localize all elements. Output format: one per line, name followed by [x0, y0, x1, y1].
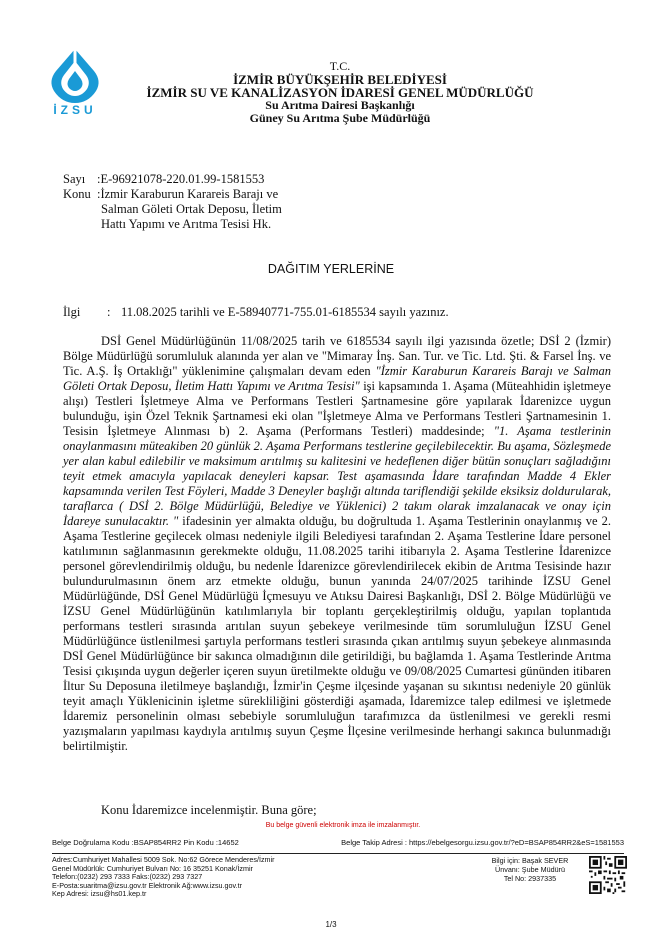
department-name: Su Arıtma Dairesi Başkanlığı: [265, 98, 415, 112]
branch-name: Güney Su Arıtma Şube Müdürlüğü: [249, 111, 431, 125]
qr-code-icon: [589, 856, 627, 894]
info-phone: Tel No: 2937335: [503, 874, 557, 883]
footer-email[interactable]: E-Posta:suaritma@izsu.gov.tr Elektronik Ağ:www.izsu.gov.tr: [52, 880, 242, 890]
verification-codes: [52, 838, 624, 847]
footer-kep: Kep Adresi: izsu@hs01.kep.tr: [52, 889, 147, 899]
konu-line-3: Hattı Yapımı ve Arıtma Tesisi Hk.: [101, 217, 272, 231]
water-drop-logo-icon: [44, 47, 106, 105]
body-part-1: DSİ Genel Müdürlüğünün 11/08/2025 tarih ve 6185534 sayılı ilgi yazısında özetle; DSİ 2 (İzmir) Bölge Müdürlüğü sorumluluk alanında yer alan ve "Mimaray İnş. San. Tur. ve Tic. Ltd. Şti. & Farsel İnş. ve Tic. A.Ş. İş Ortaklığı" yüklenimine çalışmaları devam eden: [63, 334, 611, 378]
body-part-3: ifadesinin yer almakta olduğu, bu doğrultuda 1. Aşama Testlerinin onaylanmış ve 2. Aşama Testlerine geçilecek olması nedeniyle ilgili Belediyesi tarafından 2. Aşama Testlerine İdare personel katılımının sağlanmasının gerekmekte olduğu, 11.08.2025 tarihi itibarıyla 2. Aşama Testlerine İdarenizce personel görevlendirilmiş olduğu, bu nedenle İdarenizce görevlendirilecek ekibin de Arıtma Tesisinde hazır bulundurulmasının önem arz etmekte olduğu, bunun yanında 24/07/2025 tarihinde İZSU Genel Müdürlüğünde, DSİ Genel Müdürlüğü İçmesuyu ve Atıksu Dairesi Başkanlığı, DSİ 2. Bölge Müdürlüğü ve İZSU Genel Müdürlüğünün katılımlarıyla bir toplantı gerçekleştirilmiş olduğu, yapılan toplantıda performans testleri sırasında arıtılan suyun şebekeye verilmesinde tüm sorumluluğun İZSU Genel Müdürlüğünce üstlenilmesi şartıyla performans testleri sırasında çıkan arıtılmış suyun şebekeye alınmasında DSİ Genel Müdürlüğünce bir sakınca olmadığının dile getirildiği, bu bağlamda 1. Aşama Testlerinde Arıtma Tesisi çıkışında uygun değerler içeren suyun üretilmekte olduğu ve 09/08/2025 Cumartesi gününden itibaren İltur Su Deposuna iletilmeye başlandığı, İzmir'in Çeşme ilçesinde yaşanan su sıkıntısı nedeniyle 20 günlük teyit amaçlı Yüklenicinin işletme sürekliliğini gösterdiği aşamada, İdaremizce talep edilmesi ve işletmede İdaremiz personelinin olması sebebiyle sorumluluğun tarafımızca da üstlenilmesi ve gerekli resmi yazışmaların yapılması kaydıyla arıtılmış suyun Çeşme İlçesine verilmesinde herhangi sakınca bulunmadığı belirtilmiştir.: [63, 514, 611, 753]
konu-label: Konu: [63, 187, 91, 201]
body-paragraph: [63, 334, 611, 754]
tracking-url[interactable]: Belge Takip Adresi : https://ebelgesorgu.izsu.gov.tr/?eD=BSAP854RR2&eS=1581553: [341, 838, 624, 847]
agency-name: İZMİR SU VE KANALİZASYON İDARESİ GENEL MÜDÜRLÜĞÜ: [146, 85, 534, 100]
footer-hq: Genel Müdürlük: Cumhuriyet Bulvarı No: 16 35251 Konak/İzmir: [52, 863, 253, 873]
document-meta: [63, 172, 282, 232]
logo-text: İZSU: [53, 103, 97, 117]
closing-sentence: Konu İdaremizce incelenmiştir. Buna göre;: [101, 803, 317, 817]
konu-line-2: Salman Göleti Ortak Deposu, İletim: [101, 202, 282, 216]
footer-address: Adres:Cumhuriyet Mahallesi 5009 Sok. No:62 Görece Menderes/İzmir: [52, 855, 275, 864]
footer-divider: [52, 853, 624, 854]
konu-line-1: :İzmir Karaburun Karareis Barajı ve: [97, 187, 279, 201]
page-number: 1/3: [325, 920, 337, 929]
ilgi-value: 11.08.2025 tarihli ve E-58940771-755.01-6185534 sayılı yazınız.: [121, 305, 449, 319]
body-part-2: işi kapsamında 1. Aşama (Müteahhidin işletmeye alışı) Testleri İşletmeye Alma ve Performans Testleri Şartnamesine göre yapılarak İdarenizce uygun bulunduğu, işin Özel Teknik Şartnamesi eki olan "İşletmeye Alma ve Performans Testleri Şartnamesinin 1. Tesisin İşletmeye Alınması b) 2. Aşama (Performans Testleri) maddesinde;: [63, 379, 611, 438]
sayi-value: :E-96921078-220.01.99-1581553: [97, 172, 265, 186]
footer-info: [480, 856, 580, 883]
info-contact: Bilgi için: Başak SEVER: [491, 856, 569, 865]
ilgi-colon: :: [107, 305, 111, 319]
izsu-logo: [44, 47, 106, 121]
reference-line: [63, 305, 449, 320]
ilgi-label: İlgi: [63, 305, 81, 319]
distribution-heading: DAĞITIM YERLERİNE: [267, 262, 395, 276]
body-quoted-clause: "1. Aşama testlerinin onaylanmasını müteakiben 20 günlük 2. Aşama Performans testlerine geçilebilecektir. Bu aşama, Sözleşmede yer alan kabul edilebilir ve maksimum arıtılmış su kalitesini ve hedeflenen diğer bütün sonuçları sağladığını teyit etmek amacıyla yapılacak deneyleri kapsar. Test aşamasında İdare tarafından Madde 4 Ekler kapsamında verilen Test Föyleri, Madde 3 Deneyler başlığı altında tariflendiği şekilde eksiksiz doldurularak, taraflarca ( DSİ 2. Bölge Müdürlüğü, Belediye ve Yüklenici) 2 takım olarak imzalanacak ve onay için İdareye sunulacaktır. ": [63, 424, 611, 528]
verification-code: Belge Doğrulama Kodu :BSAP854RR2 Pin Kodu :14652: [52, 838, 239, 847]
e-signature-notice: Bu belge güvenli elektronik imza ile imzalanmıştır.: [265, 822, 421, 829]
body-project-title: "İzmir Karaburun Karareis Barajı ve Salman Göleti Ortak Deposu, İletim Hattı Yapımı ve Arıtma Tesisi": [63, 364, 611, 393]
municipality-name: İZMİR BÜYÜKŞEHİR BELEDİYESİ: [233, 72, 447, 87]
footer-contact: [52, 856, 275, 899]
info-title: Ünvanı: Şube Müdürü: [495, 865, 565, 874]
footer-phone: Telefon:(0232) 293 7333 Faks:(0232) 293 7327: [52, 872, 203, 882]
sayi-label: Sayı: [63, 172, 86, 186]
letterhead: [120, 60, 560, 125]
tc-line: T.C.: [329, 59, 351, 73]
